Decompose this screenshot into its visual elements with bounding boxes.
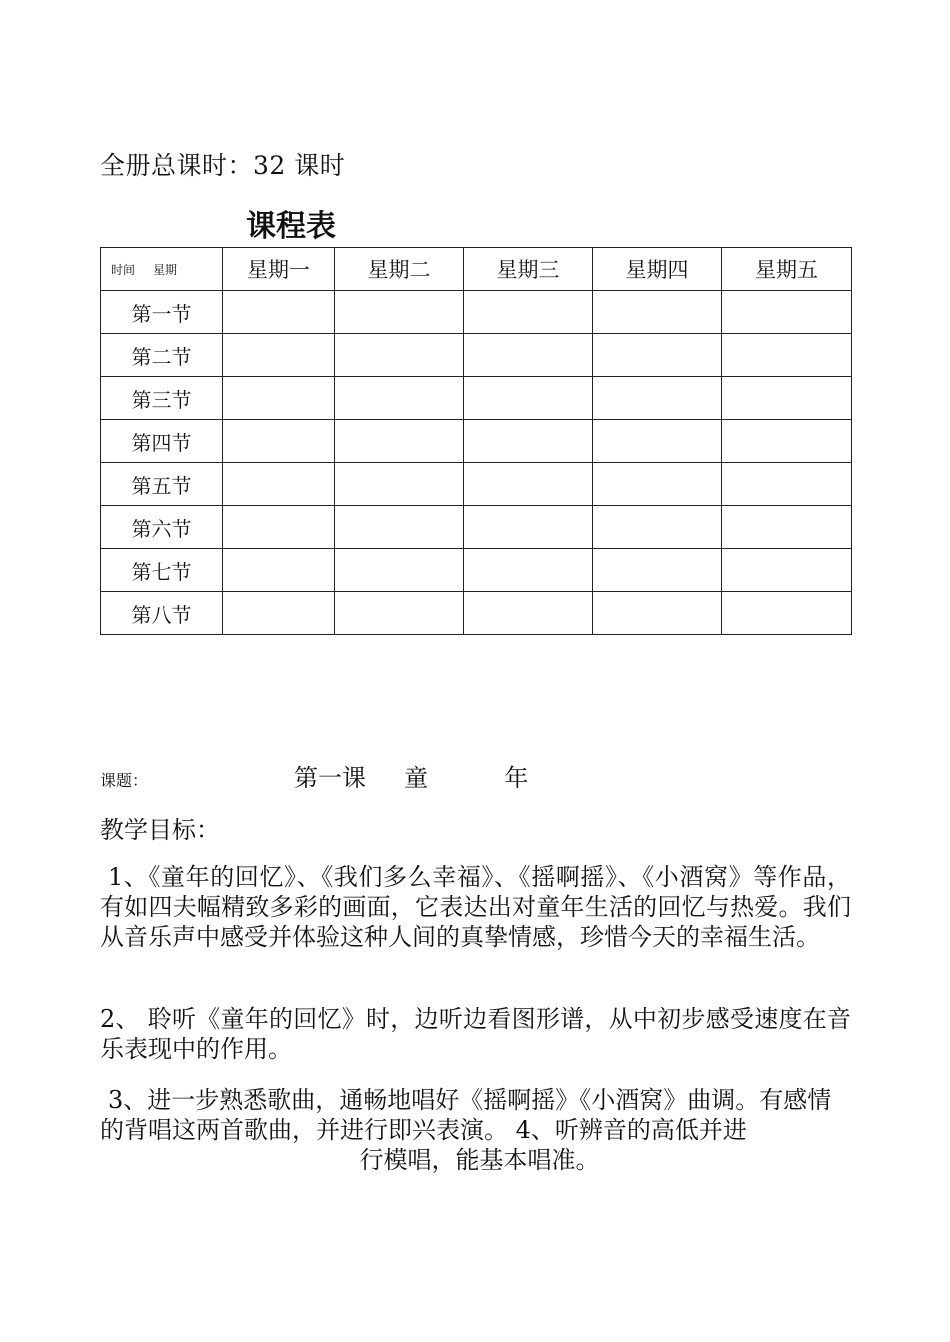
schedule-cell [223, 334, 335, 377]
period-label: 第五节 [101, 463, 223, 506]
corner-time-label: 时间 [111, 262, 136, 277]
schedule-cell [722, 334, 852, 377]
table-row [101, 334, 852, 377]
schedule-cell [722, 420, 852, 463]
schedule-cell [722, 549, 852, 592]
schedule-cell [464, 420, 593, 463]
schedule-cell [223, 592, 335, 635]
schedule-cell [223, 463, 335, 506]
schedule-cell [223, 291, 335, 334]
lesson-title: 第一课 童 年 [294, 764, 529, 792]
schedule-title: 课程表 [246, 209, 336, 244]
table-row [101, 592, 852, 635]
period-label: 第七节 [101, 549, 223, 592]
period-label: 第四节 [101, 420, 223, 463]
period-label: 第二节 [101, 334, 223, 377]
corner-week-label: 星期 [153, 262, 178, 277]
schedule-cell [593, 420, 722, 463]
goal-paragraph-3 [100, 1085, 851, 1175]
table-row [101, 291, 852, 334]
schedule-cell [593, 334, 722, 377]
schedule-cell [335, 334, 464, 377]
schedule-cell [335, 291, 464, 334]
day-header: 星期三 [464, 248, 593, 291]
day-header: 星期一 [223, 248, 335, 291]
class-schedule-table [100, 247, 852, 635]
schedule-cell [335, 377, 464, 420]
day-header: 星期四 [593, 248, 722, 291]
schedule-cell [223, 420, 335, 463]
period-label: 第六节 [101, 506, 223, 549]
table-row [101, 506, 852, 549]
lesson-label: 课题： [100, 771, 149, 790]
schedule-cell [722, 291, 852, 334]
table-row [101, 463, 852, 506]
table-row [101, 549, 852, 592]
schedule-cell [722, 377, 852, 420]
schedule-cell [335, 549, 464, 592]
schedule-cell [593, 291, 722, 334]
schedule-cell [593, 549, 722, 592]
schedule-header-row [101, 248, 852, 291]
schedule-cell [464, 291, 593, 334]
schedule-cell [722, 592, 852, 635]
schedule-cell [223, 506, 335, 549]
schedule-cell [722, 463, 852, 506]
schedule-cell [593, 506, 722, 549]
schedule-cell [223, 549, 335, 592]
schedule-cell [335, 592, 464, 635]
table-row [101, 420, 852, 463]
schedule-cell [464, 377, 593, 420]
lesson-topic-line [100, 758, 851, 792]
table-row [101, 377, 852, 420]
period-label: 第三节 [101, 377, 223, 420]
schedule-cell [593, 592, 722, 635]
schedule-cell [464, 463, 593, 506]
period-label: 第八节 [101, 592, 223, 635]
goal-paragraph-2: 2、 聆听《童年的回忆》时，边听边看图形谱，从中初步感受速度在音乐表现中的作用。 [100, 1005, 851, 1063]
total-class-hours: 全册总课时：32 课时 [100, 151, 346, 180]
goal-paragraph-3-text: 3、进一步熟悉歌曲，通畅地唱好《摇啊摇》《小酒窝》曲调。有感情的背唱这两首歌曲，并进行即兴表演。 4、听辨音的高低并进 [100, 1086, 832, 1144]
schedule-cell [593, 377, 722, 420]
schedule-cell [722, 506, 852, 549]
schedule-cell [223, 377, 335, 420]
schedule-cell [464, 506, 593, 549]
period-label: 第一节 [101, 291, 223, 334]
schedule-cell [335, 506, 464, 549]
corner-cell [101, 248, 223, 291]
teaching-goals-heading: 教学目标： [100, 816, 220, 844]
schedule-cell [593, 463, 722, 506]
goal-paragraph-1: 1、《童年的回忆》、《我们多么幸福》、《摇啊摇》、《小酒窝》等作品，有如四夫幅精致多彩的画面，它表达出对童年生活的回忆与热爱。我们从音乐声中感受并体验这种人间的真挚情感，珍惜今天的幸福生活。 [100, 863, 851, 951]
schedule-cell [464, 592, 593, 635]
day-header: 星期五 [722, 248, 852, 291]
schedule-cell [464, 334, 593, 377]
goal-paragraph-3-last-line: 行模唱，能基本唱准。 [359, 1146, 600, 1174]
schedule-cell [335, 463, 464, 506]
day-header: 星期二 [335, 248, 464, 291]
schedule-cell [335, 420, 464, 463]
schedule-cell [464, 549, 593, 592]
